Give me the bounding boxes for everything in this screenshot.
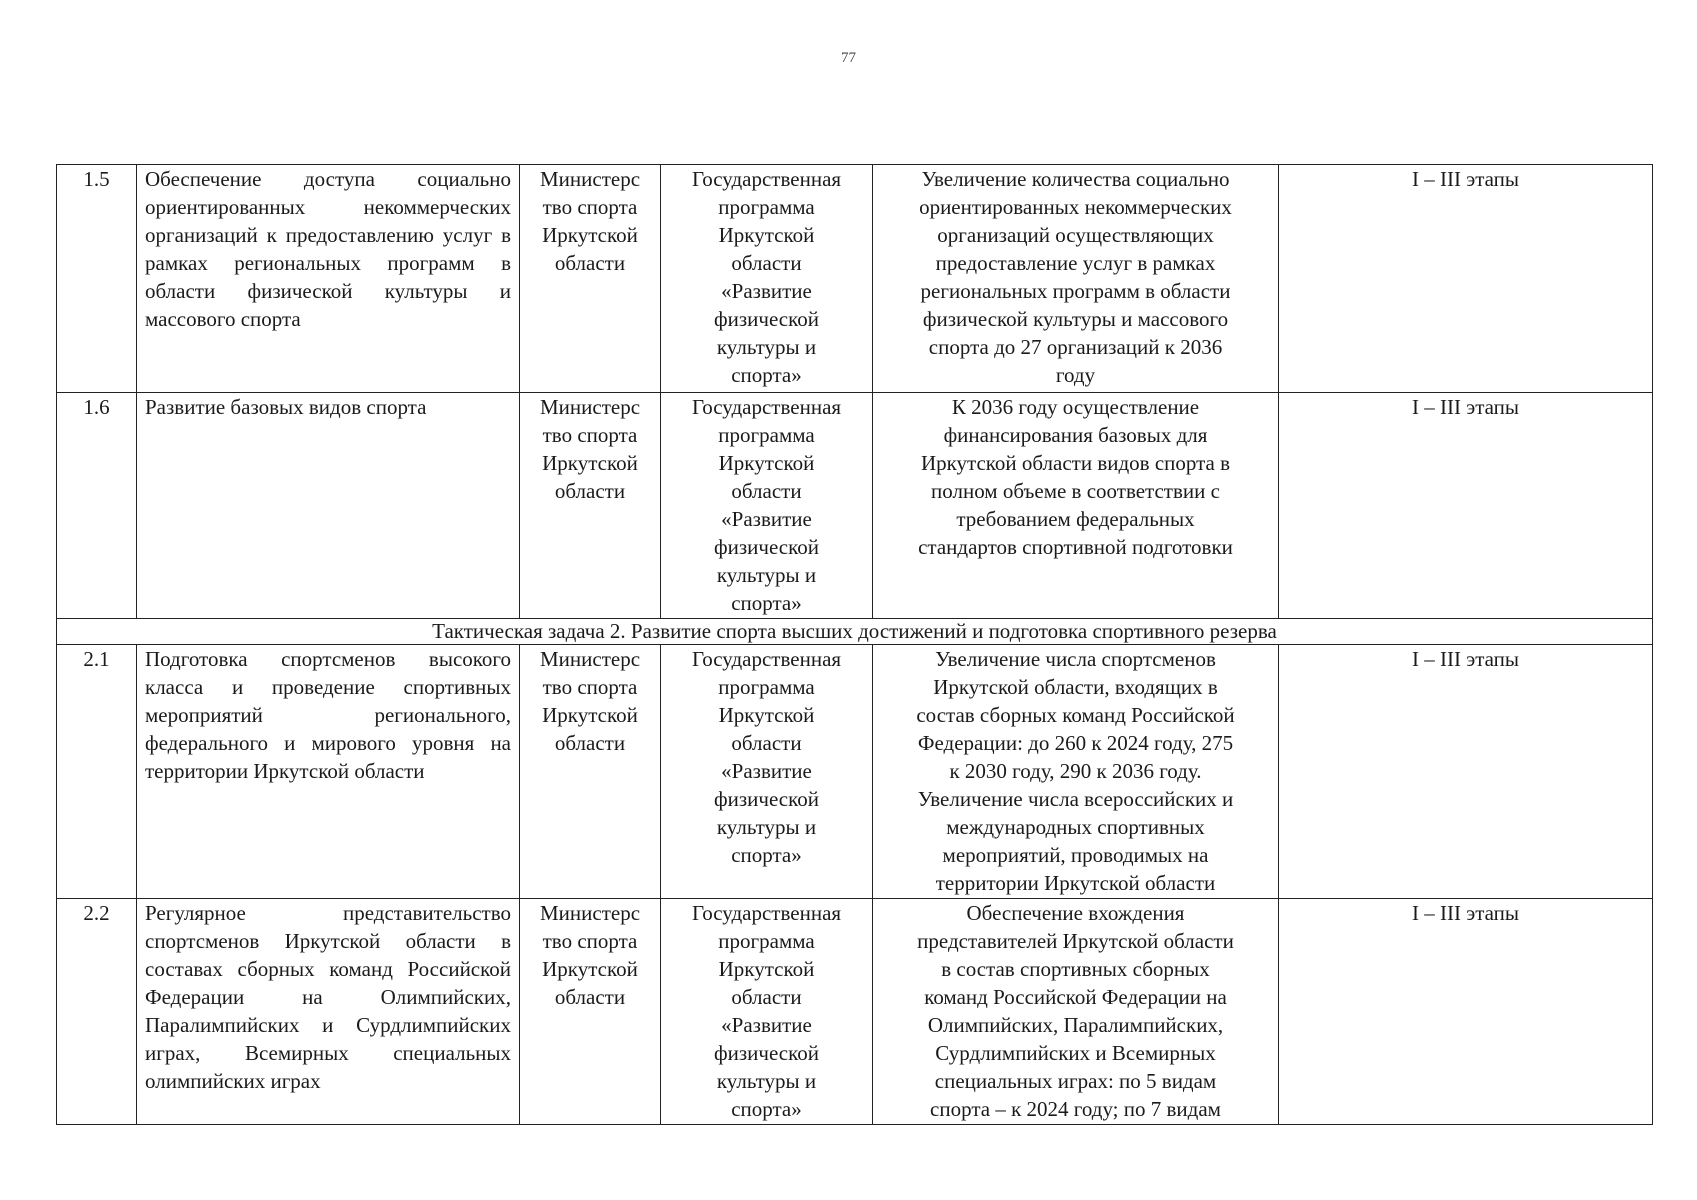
program: Государственная программа Иркутской области «Развитие физической культуры и спорта»: [661, 393, 873, 619]
executor: Министерс тво спорта Иркутской области: [520, 645, 661, 899]
implementation-stages: I – III этапы: [1279, 393, 1653, 619]
section-heading-row: [57, 619, 1653, 645]
row-number: 1.6: [57, 393, 137, 619]
implementation-stages: I – III этапы: [1279, 645, 1653, 899]
event-description: Обеспечение доступа социально ориентированных некоммерческих организаций к предоставлению услуг в рамках региональных программ в области физической культуры и массового спорта: [137, 165, 520, 393]
table-row: [57, 393, 1653, 619]
page-number: 77: [841, 50, 856, 66]
executor: Министерс тво спорта Иркутской области: [520, 165, 661, 393]
executor: Министерс тво спорта Иркутской области: [520, 393, 661, 619]
expected-result: К 2036 году осуществление финансирования базовых для Иркутской области видов спорта в полном объеме в соответствии с требованием федеральных стандартов спортивной подготовки: [873, 393, 1279, 619]
table-row: [57, 165, 1653, 393]
expected-result: Увеличение числа спортсменов Иркутской области, входящих в состав сборных команд Российской Федерации: до 260 к 2024 году, 275 к 2030 году, 290 к 2036 году. Увеличение числа всероссийских и международных спортивных мероприятий, проводимых на территории Иркутской области: [873, 645, 1279, 899]
program: Государственная программа Иркутской области «Развитие физической культуры и спорта»: [661, 899, 873, 1125]
expected-result: Увеличение количества социально ориентированных некоммерческих организаций осуществляющих предоставление услуг в рамках региональных программ в области физической культуры и массового спорта до 27 организаций к 2036 году: [873, 165, 1279, 393]
section-heading: Тактическая задача 2. Развитие спорта высших достижений и подготовка спортивного резерва: [57, 619, 1653, 645]
executor: Министерс тво спорта Иркутской области: [520, 899, 661, 1125]
event-description: Регулярное представительство спортсменов Иркутской области в составах сборных команд Российской Федерации на Олимпийских, Паралимпийских и Сурдлимпийских играх, Всемирных специальных олимпийских играх: [137, 899, 520, 1125]
implementation-stages: I – III этапы: [1279, 165, 1653, 393]
event-description: Развитие базовых видов спорта: [137, 393, 520, 619]
table-row: [57, 645, 1653, 899]
expected-result: Обеспечение вхождения представителей Иркутской области в состав спортивных сборных команд Российской Федерации на Олимпийских, Паралимпийских, Сурдлимпийских и Всемирных специальных играх: по 5 видам спорта – к 2024 году; по 7 видам: [873, 899, 1279, 1125]
program: Государственная программа Иркутской области «Развитие физической культуры и спорта»: [661, 165, 873, 393]
event-description: Подготовка спортсменов высокого класса и проведение спортивных мероприятий регионального, федерального и мирового уровня на территории Иркутской области: [137, 645, 520, 899]
table-row: [57, 899, 1653, 1125]
row-number: 2.2: [57, 899, 137, 1125]
document-table: [56, 164, 1653, 1125]
program: Государственная программа Иркутской области «Развитие физической культуры и спорта»: [661, 645, 873, 899]
implementation-stages: I – III этапы: [1279, 899, 1653, 1125]
row-number: 2.1: [57, 645, 137, 899]
row-number: 1.5: [57, 165, 137, 393]
